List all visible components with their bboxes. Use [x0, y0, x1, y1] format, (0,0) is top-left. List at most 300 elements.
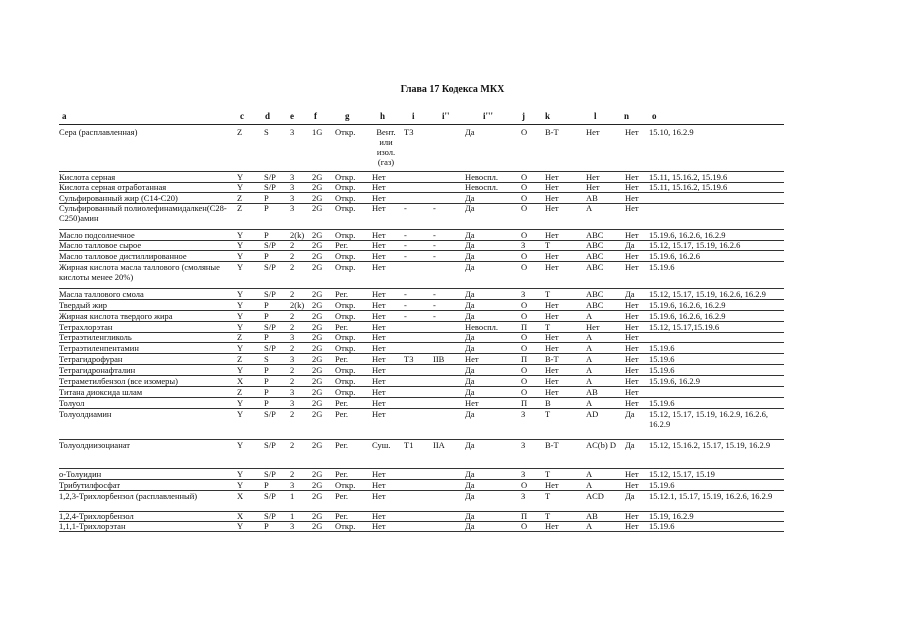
column-header: o — [652, 111, 657, 121]
cell-g: Откр. — [335, 193, 356, 203]
column-header: a — [62, 111, 67, 121]
cell-f: 2G — [312, 343, 323, 353]
cell-a: Жирная кислота масла таллового (смоляные кислоты менее 20%) — [59, 262, 220, 282]
column-header: i — [412, 111, 415, 121]
cell-n: Нет — [625, 230, 639, 240]
cell-f: 2G — [312, 365, 323, 375]
cell-iii: Да — [465, 376, 475, 386]
cell-k: Нет — [545, 251, 559, 261]
cell-k: Т — [545, 240, 551, 250]
cell-h: Нет — [372, 521, 386, 531]
table-row — [59, 262, 784, 289]
cell-n: Нет — [625, 376, 639, 386]
cell-f: 2G — [312, 332, 323, 342]
cell-l: АВС — [586, 230, 604, 240]
cell-k: Нет — [545, 193, 559, 203]
cell-j: З — [521, 240, 526, 250]
cell-iii: Нет — [465, 354, 479, 364]
cell-n: Нет — [625, 322, 639, 332]
cell-o: 15.19.6 — [649, 480, 675, 490]
cell-ii: - — [433, 311, 436, 321]
table-row — [59, 251, 784, 262]
cell-f: 2G — [312, 193, 323, 203]
cell-l: А — [586, 398, 593, 408]
cell-a: Сера (расплавленная) — [59, 127, 138, 137]
cell-o: 15.12, 15.17, 15.19, 16.2.9, 16.2.6, 16.2.9 — [649, 409, 768, 429]
cell-e: 2 — [290, 365, 295, 375]
cell-a: Толуол — [59, 398, 85, 408]
cell-k: Нет — [545, 300, 559, 310]
cell-c: Y — [237, 240, 244, 250]
cell-c: Z — [237, 354, 243, 364]
cell-o: 15.10, 16.2.9 — [649, 127, 694, 137]
cell-f: 2G — [312, 480, 323, 490]
table-row — [59, 300, 784, 311]
cell-c: Y — [237, 469, 244, 479]
cell-f: 2G — [312, 311, 323, 321]
cell-e: 3 — [290, 387, 295, 397]
cell-k: Нет — [545, 262, 559, 272]
cell-e: 2(k) — [290, 230, 305, 240]
cell-n: Нет — [625, 127, 639, 137]
cell-j: О — [521, 203, 528, 213]
cell-k: Нет — [545, 203, 559, 213]
cell-iii: Да — [465, 240, 475, 250]
cell-iii: Да — [465, 262, 475, 272]
cell-e: 2 — [290, 311, 295, 321]
cell-o: 15.19.6 — [649, 365, 675, 375]
cell-n: Нет — [625, 332, 639, 342]
cell-g: Откр. — [335, 365, 356, 375]
cell-d: S/P — [264, 491, 276, 501]
cell-e: 3 — [290, 398, 295, 408]
cell-j: О — [521, 343, 528, 353]
cell-a: 1,2,4-Трихлорбензол — [59, 511, 134, 521]
cell-k: Т — [545, 322, 551, 332]
cell-e: 1 — [290, 491, 295, 501]
cell-l: АВС — [586, 251, 604, 261]
cell-c: Y — [237, 343, 244, 353]
cell-h: Нет — [372, 262, 386, 272]
cell-o: 15.12, 15.17,15.19.6 — [649, 322, 720, 332]
cell-l: Нет — [586, 322, 600, 332]
cell-ii: - — [433, 289, 436, 299]
cell-iii: Нет — [465, 398, 479, 408]
column-header: i'' — [442, 111, 450, 121]
table-row — [59, 203, 784, 230]
cell-k: В-Т — [545, 354, 559, 364]
column-header: l — [594, 111, 597, 121]
cell-n: Нет — [625, 251, 639, 261]
cell-iii: Невоспл. — [465, 182, 499, 192]
cell-o: 15.12, 15.17, 15.19 — [649, 469, 715, 479]
cell-j: О — [521, 251, 528, 261]
cell-o: 15.19.6, 16.2.6, 16.2.9 — [649, 230, 726, 240]
cell-n: Нет — [625, 343, 639, 353]
cell-a: Тетрахлорэтан — [59, 322, 113, 332]
cell-n: Да — [625, 289, 635, 299]
cell-k: Нет — [545, 480, 559, 490]
cell-l: АВ — [586, 387, 598, 397]
cell-g: Рег. — [335, 322, 349, 332]
column-header: c — [240, 111, 244, 121]
cell-a: Толуолдиизоцианат — [59, 440, 131, 450]
cell-j: О — [521, 387, 528, 397]
table-row — [59, 311, 784, 322]
cell-k: В — [545, 398, 551, 408]
cell-c: Y — [237, 300, 244, 310]
cell-l: А — [586, 203, 593, 213]
cell-j: З — [521, 440, 526, 450]
cell-h: Нет — [372, 480, 386, 490]
cell-h: Нет — [372, 172, 386, 182]
table-row — [59, 289, 784, 300]
cell-g: Откр. — [335, 300, 356, 310]
table-row — [59, 469, 784, 480]
cell-d: P — [264, 230, 269, 240]
cell-h: Нет — [372, 322, 386, 332]
table-row — [59, 491, 784, 512]
cell-l: А — [586, 521, 593, 531]
cell-c: Z — [237, 203, 243, 213]
cell-d: S/P — [264, 440, 276, 450]
cell-j: П — [521, 322, 528, 332]
cell-h: Нет — [372, 376, 386, 386]
cell-c: Y — [237, 440, 244, 450]
cell-l: А — [586, 311, 593, 321]
cell-k: Нет — [545, 332, 559, 342]
cell-j: О — [521, 127, 528, 137]
table-row — [59, 440, 784, 469]
cell-e: 3 — [290, 203, 295, 213]
cell-c: Y — [237, 172, 244, 182]
cell-j: П — [521, 398, 528, 408]
cell-d: S/P — [264, 322, 276, 332]
column-header: f — [314, 111, 317, 121]
cell-k: Нет — [545, 376, 559, 386]
cell-iii: Да — [465, 230, 475, 240]
cell-e: 1 — [290, 511, 295, 521]
cell-k: В-Т — [545, 440, 559, 450]
cell-f: 2G — [312, 289, 323, 299]
cell-iii: Да — [465, 343, 475, 353]
cell-h: Суш. — [372, 440, 391, 450]
cell-e: 2 — [290, 343, 295, 353]
cell-o: 15.12, 15.16.2, 15.17, 15.19, 16.2.9 — [649, 440, 771, 450]
cell-e: 2 — [290, 262, 295, 272]
cell-iii: Да — [465, 491, 475, 501]
cell-k: Нет — [545, 521, 559, 531]
table-row — [59, 387, 784, 398]
cell-i: - — [404, 289, 407, 299]
cell-c: Y — [237, 480, 244, 490]
cell-d: P — [264, 251, 269, 261]
cell-o: 15.19.6 — [649, 354, 675, 364]
cell-a: Толуолдиамин — [59, 409, 112, 419]
cell-a: Тетраметилбензол (все изомеры) — [59, 376, 178, 386]
cell-c: X — [237, 491, 244, 501]
cell-i: - — [404, 203, 407, 213]
cell-n: Нет — [625, 398, 639, 408]
cell-k: Т — [545, 511, 551, 521]
cell-iii: Да — [465, 203, 475, 213]
cell-l: АВ — [586, 193, 598, 203]
cell-k: Нет — [545, 182, 559, 192]
cell-o: 15.19.6, 16.2.6, 16.2.9 — [649, 311, 726, 321]
cell-o: 15.19.6 — [649, 343, 675, 353]
cell-d: S/P — [264, 511, 276, 521]
cell-l: А — [586, 365, 593, 375]
cell-d: S/P — [264, 240, 276, 250]
cell-l: Нет — [586, 182, 600, 192]
cell-h: Нет — [372, 409, 386, 419]
cell-iii: Да — [465, 365, 475, 375]
cell-l: А — [586, 480, 593, 490]
cell-j: П — [521, 511, 528, 521]
cell-n: Нет — [625, 387, 639, 397]
cell-a: Масло подсолнечное — [59, 230, 135, 240]
cell-h: Нет — [372, 365, 386, 375]
table-row — [59, 127, 784, 172]
cell-d: P — [264, 480, 269, 490]
cell-o: 15.19, 16.2.9 — [649, 511, 694, 521]
cell-o: 15.11, 15.16.2, 15.19.6 — [649, 172, 728, 182]
cell-i: - — [404, 300, 407, 310]
cell-f: 2G — [312, 182, 323, 192]
cell-iii: Да — [465, 511, 475, 521]
cell-i: T3 — [404, 354, 414, 364]
cell-h: Нет — [372, 193, 386, 203]
cell-h: Вент. или изол. (газ) — [376, 127, 396, 167]
cell-l: АВС — [586, 262, 604, 272]
cell-l: АВС — [586, 300, 604, 310]
cell-a: Масло талловое сырое — [59, 240, 142, 250]
cell-o: 15.12, 15.17, 15.19, 16.2.6 — [649, 240, 741, 250]
column-header: n — [624, 111, 630, 121]
cell-e: 2 — [290, 440, 295, 450]
table-row — [59, 521, 784, 532]
cell-f: 1G — [312, 127, 323, 137]
cell-g: Рег. — [335, 354, 349, 364]
cell-d: S/P — [264, 343, 276, 353]
cell-c: Y — [237, 230, 244, 240]
column-header: d — [265, 111, 271, 121]
table-row — [59, 182, 784, 193]
cell-a: 1,1,1-Трихлорэтан — [59, 521, 126, 531]
cell-g: Рег. — [335, 409, 349, 419]
cell-n: Нет — [625, 182, 639, 192]
cell-iii: Да — [465, 300, 475, 310]
cell-c: Y — [237, 365, 244, 375]
cell-e: 2 — [290, 469, 295, 479]
cell-f: 2G — [312, 240, 323, 250]
cell-j: П — [521, 354, 528, 364]
cell-e: 3 — [290, 354, 295, 364]
cell-g: Откр. — [335, 172, 356, 182]
cell-d: S/P — [264, 469, 276, 479]
cell-o: 15.19.6, 16.2.9 — [649, 376, 700, 386]
cell-ii: - — [433, 230, 436, 240]
column-header: e — [290, 111, 294, 121]
cell-f: 2G — [312, 354, 323, 364]
cell-g: Откр. — [335, 332, 356, 342]
cell-n: Нет — [625, 311, 639, 321]
cell-ii: - — [433, 300, 436, 310]
cell-f: 2G — [312, 469, 323, 479]
cell-c: Y — [237, 521, 244, 531]
cell-f: 2G — [312, 203, 323, 213]
cell-h: Нет — [372, 300, 386, 310]
cell-g: Откр. — [335, 127, 356, 137]
cell-n: Нет — [625, 193, 639, 203]
cell-j: О — [521, 300, 528, 310]
cell-g: Откр. — [335, 230, 356, 240]
cell-i: T3 — [404, 127, 414, 137]
cell-iii: Да — [465, 289, 475, 299]
cell-n: Да — [625, 440, 635, 450]
cell-i: - — [404, 230, 407, 240]
cell-o: 15.19.6 — [649, 521, 675, 531]
cell-a: Масла таллового смола — [59, 289, 144, 299]
cell-d: P — [264, 365, 269, 375]
cell-a: Сульфированный жир (C14-C20) — [59, 193, 178, 203]
cell-l: AC(b) D — [586, 440, 616, 450]
cell-d: P — [264, 311, 269, 321]
cell-d: S/P — [264, 289, 276, 299]
cell-d: S — [264, 354, 269, 364]
cell-e: 2 — [290, 289, 295, 299]
cell-h: Нет — [372, 398, 386, 408]
cell-e: 2 — [290, 322, 295, 332]
cell-iii: Да — [465, 127, 475, 137]
cell-h: Нет — [372, 354, 386, 364]
cell-h: Нет — [372, 311, 386, 321]
cell-g: Откр. — [335, 182, 356, 192]
column-header: k — [545, 111, 551, 121]
table-row — [59, 354, 784, 365]
cell-g: Откр. — [335, 480, 356, 490]
cell-a: Кислота серная — [59, 172, 116, 182]
cell-g: Рег. — [335, 240, 349, 250]
cell-ii: - — [433, 251, 436, 261]
cell-d: S/P — [264, 409, 276, 419]
cell-iii: Да — [465, 387, 475, 397]
cell-g: Откр. — [335, 521, 356, 531]
cell-c: Y — [237, 262, 244, 272]
cell-c: Z — [237, 387, 243, 397]
cell-k: Нет — [545, 230, 559, 240]
cell-g: Рег. — [335, 289, 349, 299]
cell-h: Нет — [372, 182, 386, 192]
table-row — [59, 332, 784, 343]
cell-l: ACD — [586, 491, 604, 501]
cell-k: Нет — [545, 343, 559, 353]
cell-e: 3 — [290, 480, 295, 490]
cell-a: Тетрагидрофуран — [59, 354, 123, 364]
cell-a: Жирная кислота твердого жира — [59, 311, 173, 321]
cell-k: Нет — [545, 311, 559, 321]
cell-iii: Да — [465, 409, 475, 419]
cell-n: Нет — [625, 521, 639, 531]
cell-h: Нет — [372, 240, 386, 250]
cell-e: 3 — [290, 193, 295, 203]
cell-f: 2G — [312, 521, 323, 531]
table-row — [59, 240, 784, 251]
cell-c: Z — [237, 193, 243, 203]
cell-j: З — [521, 491, 526, 501]
cell-g: Откр. — [335, 262, 356, 272]
cell-h: Нет — [372, 343, 386, 353]
cell-iii: Невоспл. — [465, 322, 499, 332]
cell-d: S/P — [264, 262, 276, 272]
page-title: Глава 17 Кодекса МКХ — [400, 84, 505, 95]
cell-n: Нет — [625, 262, 639, 272]
cell-d: P — [264, 521, 269, 531]
cell-a: Тетраэтиленпентамин — [59, 343, 139, 353]
cell-f: 2G — [312, 491, 323, 501]
cell-j: О — [521, 230, 528, 240]
cell-iii: Да — [465, 480, 475, 490]
table-row — [59, 480, 784, 491]
cell-e: 2 — [290, 240, 295, 250]
cell-k: Т — [545, 491, 551, 501]
cell-n: Нет — [625, 300, 639, 310]
cell-d: P — [264, 398, 269, 408]
cell-iii: Да — [465, 521, 475, 531]
cell-n: Нет — [625, 469, 639, 479]
cell-e: 3 — [290, 332, 295, 342]
cell-e: 3 — [290, 127, 295, 137]
cell-i: - — [404, 251, 407, 261]
cell-n: Да — [625, 491, 635, 501]
cell-c: Z — [237, 127, 243, 137]
cell-k: В-Т — [545, 127, 559, 137]
cell-g: Рег. — [335, 511, 349, 521]
cell-o: 15.12, 15.17, 15.19, 16.2.6, 16.2.9 — [649, 289, 766, 299]
cell-n: Нет — [625, 365, 639, 375]
cell-c: Y — [237, 311, 244, 321]
cell-k: Т — [545, 409, 551, 419]
cell-j: З — [521, 469, 526, 479]
cell-iii: Да — [465, 193, 475, 203]
cell-d: P — [264, 203, 269, 213]
cell-g: Откр. — [335, 251, 356, 261]
cell-h: Нет — [372, 230, 386, 240]
cell-o: 15.19.6, 16.2.6 — [649, 251, 700, 261]
cell-n: Нет — [625, 511, 639, 521]
cell-l: Нет — [586, 172, 600, 182]
cell-l: А — [586, 343, 593, 353]
cell-l: Нет — [586, 127, 600, 137]
cell-d: P — [264, 332, 269, 342]
cell-i: - — [404, 311, 407, 321]
cell-d: P — [264, 300, 269, 310]
cell-j: О — [521, 262, 528, 272]
cell-f: 2G — [312, 300, 323, 310]
table-row — [59, 343, 784, 354]
cell-a: Твердый жир — [59, 300, 108, 310]
cell-iii: Да — [465, 440, 475, 450]
cell-e: 3 — [290, 172, 295, 182]
cell-e: 2 — [290, 376, 295, 386]
cell-f: 2G — [312, 398, 323, 408]
cell-e: 2 — [290, 251, 295, 261]
cell-h: Нет — [372, 289, 386, 299]
cell-g: Рег. — [335, 469, 349, 479]
cell-j: О — [521, 332, 528, 342]
cell-h: Нет — [372, 511, 386, 521]
cell-k: Нет — [545, 365, 559, 375]
